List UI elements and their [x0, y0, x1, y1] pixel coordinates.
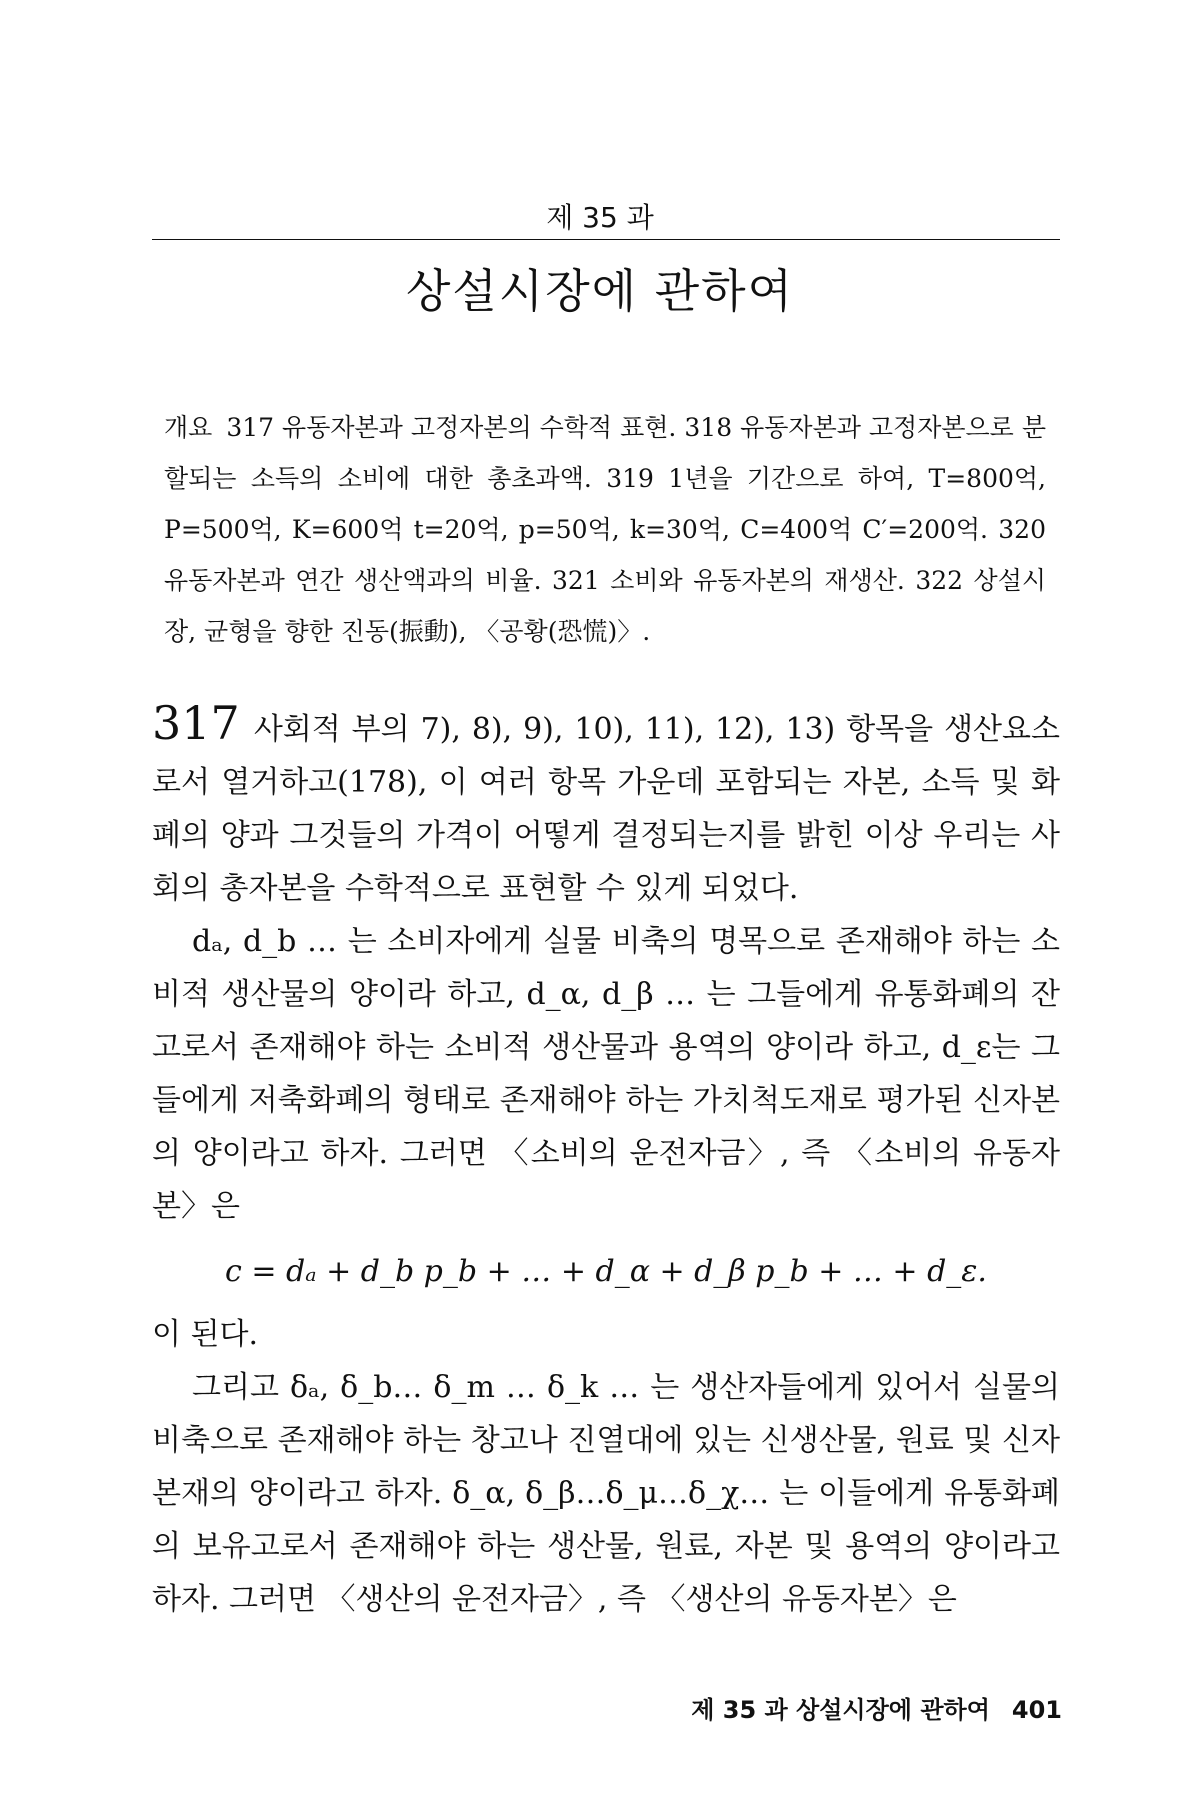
- paragraph-3: 이 된다.: [152, 1317, 259, 1352]
- page-footer: [691, 1690, 1062, 1725]
- paragraph-4: 그리고 δₐ, δ_b… δ_m … δ_k … 는 생산자들에게 있어서 실물의 비축으로 존재해야 하는 창고나 진열대에 있는 신생산물, 원료 및 신자본재의 양이라고 하자. δ_α, δ_β…δ_μ…δ_χ… 는 이들에게 유통화폐의 보유고로서 존재해야 하는 생산물, 원료, 자본 및 용역의 양이라고 하자. 그러면 〈생산의 운전자금〉, 즉 〈생산의 유동자본〉은: [152, 1370, 1060, 1617]
- header-rule: [152, 239, 1060, 240]
- summary-lead: 개요: [164, 413, 213, 442]
- page-number: 401: [1011, 1696, 1062, 1724]
- summary-text: 317 유동자본과 고정자본의 수학적 표현. 318 유동자본과 고정자본으로 분할되는 소득의 소비에 대한 총초과액. 319 1년을 기간으로 하여, T=800억, P=500억, K=600억 t=20억, p=50억, k=30억, C=400억 C′=200억. 320 유동자본과 연간 생산액과의 비율. 321 소비와 유동자본의 재생산. 322 상설시장, 균형을 향한 진동(振動), 〈공황(恐慌)〉.: [164, 413, 1046, 646]
- section-number: 317: [152, 696, 240, 750]
- paragraph-1: [152, 697, 1060, 915]
- chapter-title: 상설시장에 관하여: [405, 264, 795, 318]
- chapter-label: 제 35 과: [546, 201, 654, 234]
- paragraph-1-text: 사회적 부의 7), 8), 9), 10), 11), 12), 13) 항목을 생산요소로서 열거하고(178), 이 여러 항목 가운데 포함되는 자본, 소득 및 화폐의 양과 그것들의 가격이 어떻게 결정되는지를 밝힌 이상 우리는 사회의 총자본을 수학적으로 표현할 수 있게 되었다.: [152, 712, 1060, 906]
- paragraph-2: dₐ, d_b … 는 소비자에게 실물 비축의 명목으로 존재해야 하는 소비적 생산물의 양이라 하고, d_α, d_β … 는 그들에게 유통화폐의 잔고로서 존재해야 하는 소비적 생산물과 용역의 양이라 하고, d_ε는 그들에게 저축화폐의 형태로 존재해야 하는 가치척도재로 평가된 신자본의 양이라고 하자. 그러면 〈소비의 운전자금〉, 즉 〈소비의 유동자본〉은: [152, 924, 1060, 1224]
- chapter-summary: [164, 402, 1046, 657]
- equation: c = dₐ + d_b p_b + … + d_α + d_β p_b + … + d_ε.: [225, 1254, 987, 1289]
- running-title: 제 35 과 상설시장에 관하여: [691, 1696, 990, 1724]
- body-text: [152, 697, 1060, 1626]
